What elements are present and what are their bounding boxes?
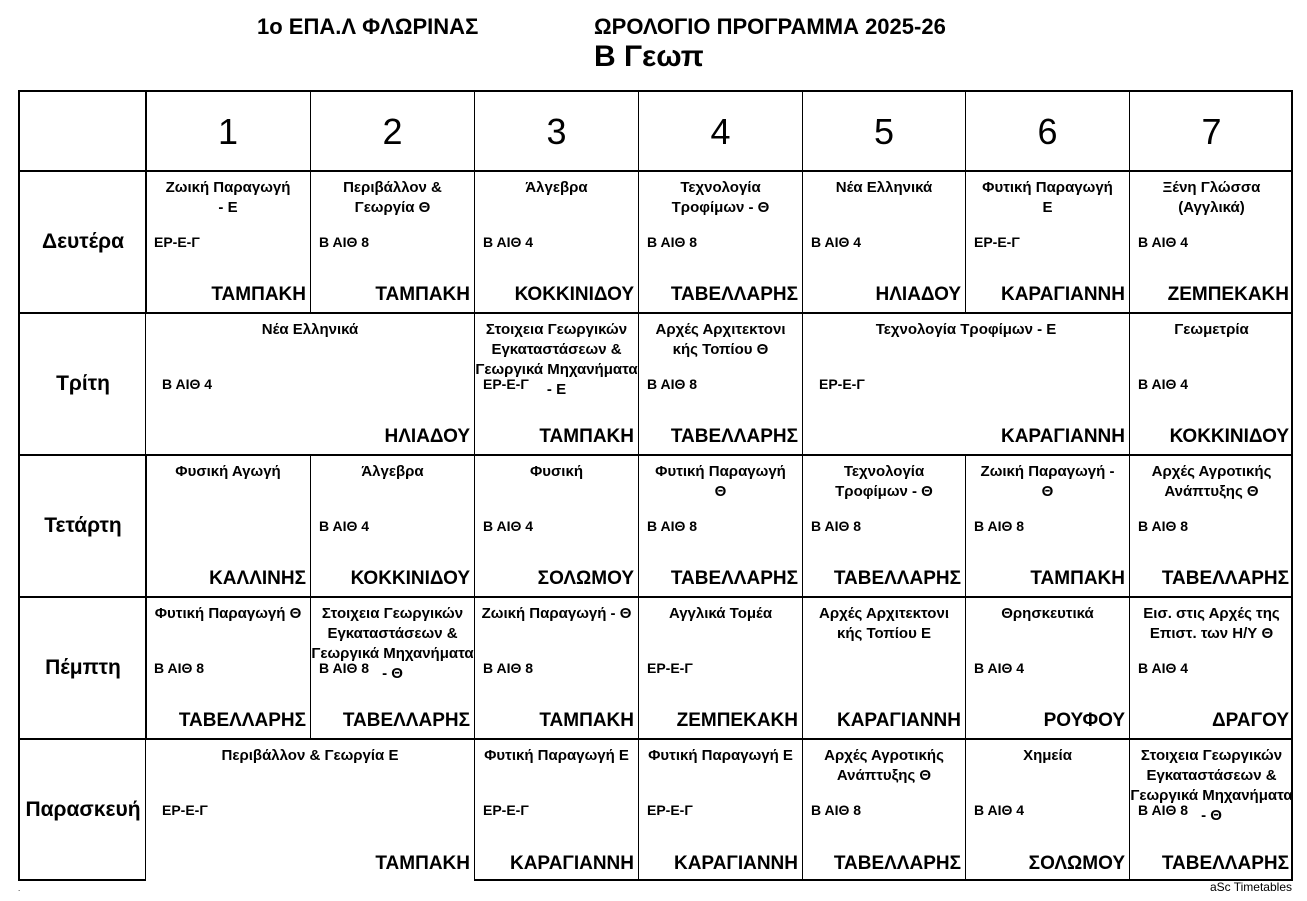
lesson-subject: Νέα Ελληνικά (261, 321, 359, 338)
lesson-room: Β ΑΙΘ 8 (647, 376, 698, 392)
lesson-room: Β ΑΙΘ 8 (154, 660, 205, 676)
lesson-subject: Στοιχεια Γεωργικών Εγκαταστάσεων & Γεωργικά Μηχανήματα - Θ (1130, 747, 1293, 824)
timetable-grid (18, 90, 1293, 881)
day-label: Τρίτη (56, 372, 110, 395)
lesson-teacher: ΗΛΙΑΔΟΥ (875, 284, 961, 305)
lesson-cell (475, 314, 638, 454)
lesson-subject: Στοιχεια Γεωργικών Εγκαταστάσεων & Γεωργικά Μηχανήματα - Ε (475, 321, 638, 398)
lesson-room: Β ΑΙΘ 8 (811, 518, 862, 534)
lesson-cell (475, 740, 638, 881)
lesson-subject: Ξένη Γλώσσα (Αγγλικά) (1162, 179, 1261, 216)
period-header: 3 (546, 111, 567, 152)
lesson-subject: Στοιχεια Γεωργικών Εγκαταστάσεων & Γεωργικά Μηχανήματα - Θ (311, 605, 474, 682)
lesson-cell (639, 740, 802, 881)
lesson-teacher: ΔΡΑΓΟΥ (1212, 710, 1289, 731)
period-header: 4 (710, 111, 731, 152)
lesson-teacher: ΤΑΒΕΛΛΑΡΗΣ (342, 710, 470, 731)
lesson-cell (146, 314, 474, 454)
lesson-teacher: ΖΕΜΠΕΚΑΚΗ (1167, 284, 1289, 305)
lesson-cell (1130, 172, 1293, 312)
lesson-subject: Τεχνολογία Τροφίμων - Ε (875, 321, 1057, 338)
lesson-subject: Τεχνολογία Τροφίμων - Θ (671, 179, 770, 216)
lesson-subject: Περιβάλλον & Γεωργία Ε (221, 747, 399, 764)
lesson-room: Β ΑΙΘ 4 (974, 660, 1025, 676)
lesson-teacher: ΤΑΒΕΛΛΑΡΗΣ (670, 284, 798, 305)
lesson-subject: Φυτική Παραγωγή Ε (982, 179, 1113, 216)
lesson-room: ΕΡ-Ε-Γ (483, 376, 529, 392)
period-header: 6 (1037, 111, 1058, 152)
lesson-cell (1130, 456, 1293, 596)
lesson-cell (311, 172, 474, 312)
lesson-subject: Τεχνολογία Τροφίμων - Θ (835, 463, 933, 500)
lesson-subject: Αγγλικά Τομέα (668, 605, 773, 622)
lesson-teacher: ΤΑΒΕΛΛΑΡΗΣ (1161, 853, 1289, 874)
lesson-room: Β ΑΙΘ 8 (811, 802, 862, 818)
lesson-subject: Ζωική Παραγωγή - Ε (165, 179, 291, 216)
lesson-room: Β ΑΙΘ 4 (1138, 376, 1189, 392)
lesson-teacher: ΤΑΒΕΛΛΑΡΗΣ (1161, 568, 1289, 589)
lesson-room: ΕΡ-Ε-Γ (483, 802, 529, 818)
lesson-subject: Αρχές Αγροτικής Ανάπτυξης Θ (824, 747, 944, 784)
lesson-room: Β ΑΙΘ 8 (647, 518, 698, 534)
lesson-teacher: ΣΟΛΩΜΟΥ (537, 568, 634, 589)
lesson-teacher: ΚΑΛΛΙΝΗΣ (209, 568, 306, 589)
lesson-room: ΕΡ-Ε-Γ (647, 660, 693, 676)
school-name: 1ο ΕΠΑ.Λ ΦΛΩΡΙΝΑΣ (257, 14, 479, 39)
day-label: Δευτέρα (41, 230, 125, 253)
lesson-teacher: ΤΑΜΠΑΚΗ (211, 284, 306, 305)
lesson-subject: Φυτική Παραγωγή Θ (655, 463, 786, 500)
lesson-cell (1130, 740, 1293, 881)
lesson-teacher: ΤΑΒΕΛΛΑΡΗΣ (833, 853, 961, 874)
lesson-cell (475, 456, 638, 596)
period-header: 7 (1201, 111, 1222, 152)
lesson-cell (146, 740, 474, 881)
lesson-subject: Περιβάλλον & Γεωργία Θ (343, 179, 442, 216)
lesson-cell (146, 598, 310, 738)
lesson-teacher: ΚΟΚΚΙΝΙΔΟΥ (350, 568, 470, 589)
lesson-teacher: ΚΑΡΑΓΙΑΝΝΗ (1000, 284, 1125, 305)
lesson-room: Β ΑΙΘ 4 (319, 518, 370, 534)
lesson-subject: Άλγεβρα (361, 463, 424, 480)
lesson-teacher: ΤΑΜΠΑΚΗ (539, 710, 634, 731)
lesson-cell (639, 172, 802, 312)
lesson-room: Β ΑΙΘ 8 (1138, 802, 1189, 818)
lesson-teacher: ΤΑΒΕΛΛΑΡΗΣ (178, 710, 306, 731)
lesson-cell (966, 456, 1129, 596)
lesson-teacher: ΤΑΒΕΛΛΑΡΗΣ (670, 568, 798, 589)
lesson-teacher: ΚΟΚΚΙΝΙΔΟΥ (514, 284, 634, 305)
period-header: 1 (217, 111, 239, 152)
lesson-teacher: ΤΑΜΠΑΚΗ (375, 853, 470, 874)
day-label: Τετάρτη (44, 514, 122, 537)
program-title: ΩΡΟΛΟΓΙΟ ΠΡΟΓΡΑΜΜΑ 2025-26 (594, 14, 946, 39)
lesson-cell (803, 456, 965, 596)
lesson-cell (146, 172, 310, 312)
day-label: Παρασκευή (25, 798, 141, 821)
lesson-teacher: ΚΑΡΑΓΙΑΝΝΗ (673, 853, 798, 874)
lesson-room: ΕΡ-Ε-Γ (154, 234, 200, 250)
lesson-subject: Αρχές Αρχιτεκτονι κής Τοπίου Θ (655, 321, 786, 358)
lesson-teacher: ΚΑΡΑΓΙΑΝΝΗ (836, 710, 961, 731)
lesson-teacher: ΤΑΜΠΑΚΗ (1030, 568, 1125, 589)
lesson-teacher: ΚΟΚΚΙΝΙΔΟΥ (1169, 426, 1289, 447)
lesson-teacher: ΖΕΜΠΕΚΑΚΗ (676, 710, 798, 731)
lesson-room: ΕΡ-Ε-Γ (974, 234, 1020, 250)
lesson-room: ΕΡ-Ε-Γ (819, 376, 865, 392)
lesson-teacher: ΚΑΡΑΓΙΑΝΝΗ (509, 853, 634, 874)
lesson-subject: Φυσική (530, 463, 583, 480)
lesson-teacher: ΣΟΛΩΜΟΥ (1028, 853, 1125, 874)
lesson-subject: Αρχές Αρχιτεκτονι κής Τοπίου Ε (819, 605, 949, 642)
lesson-subject: Ζωική Παραγωγή - Θ (980, 463, 1115, 500)
lesson-cell (311, 456, 474, 596)
lesson-cell (146, 456, 310, 596)
lesson-subject: Θρησκευτικά (1001, 605, 1094, 622)
lesson-room: Β ΑΙΘ 4 (1138, 234, 1189, 250)
lesson-teacher: ΚΑΡΑΓΙΑΝΝΗ (1000, 426, 1125, 447)
lesson-teacher: ΗΛΙΑΔΟΥ (384, 426, 470, 447)
lesson-room: Β ΑΙΘ 8 (1138, 518, 1189, 534)
class-title: Β Γεωπ (594, 40, 704, 73)
lesson-cell (966, 172, 1129, 312)
lesson-room: Β ΑΙΘ 4 (162, 376, 213, 392)
lesson-room: Β ΑΙΘ 8 (319, 660, 370, 676)
lesson-room: Β ΑΙΘ 8 (319, 234, 370, 250)
lesson-cell (803, 740, 965, 881)
lesson-subject: Φυσική Αγωγή (175, 463, 281, 480)
lesson-subject: Χημεία (1023, 747, 1072, 764)
lesson-subject: Ζωική Παραγωγή - Θ (481, 605, 632, 622)
lesson-subject: Άλγεβρα (525, 179, 588, 196)
lesson-cell (639, 314, 802, 454)
lesson-subject: Φυτική Παραγωγή Ε (648, 747, 793, 764)
day-label: Πέμπτη (45, 656, 121, 679)
lesson-cell (803, 172, 965, 312)
lesson-room: Β ΑΙΘ 4 (811, 234, 862, 250)
lesson-room: Β ΑΙΘ 4 (483, 518, 534, 534)
footer-credit: aSc Timetables (1209, 880, 1292, 894)
lesson-cell (1130, 598, 1293, 738)
period-header: 5 (873, 111, 895, 152)
lesson-cell (639, 456, 802, 596)
lesson-room: ΕΡ-Ε-Γ (162, 802, 208, 818)
lesson-teacher: ΡΟΥΦΟΥ (1043, 710, 1125, 731)
lesson-cell (475, 172, 638, 312)
lesson-cell (1130, 314, 1293, 454)
lesson-subject: Εισ. στις Αρχές της Επιστ. των Η/Υ Θ (1143, 605, 1280, 642)
lesson-cell (803, 314, 1129, 454)
lesson-teacher: ΤΑΜΠΑΚΗ (539, 426, 634, 447)
lesson-room: Β ΑΙΘ 4 (974, 802, 1025, 818)
lesson-room: ΕΡ-Ε-Γ (647, 802, 693, 818)
lesson-teacher: ΤΑΒΕΛΛΑΡΗΣ (833, 568, 961, 589)
lesson-cell (803, 598, 965, 738)
lesson-teacher: ΤΑΜΠΑΚΗ (375, 284, 470, 305)
lesson-cell (966, 740, 1129, 881)
footer-mark: . (18, 884, 21, 893)
lesson-room: Β ΑΙΘ 8 (974, 518, 1025, 534)
lesson-cell (311, 598, 474, 738)
lesson-subject: Φυτική Παραγωγή Θ (154, 605, 302, 622)
lesson-room: Β ΑΙΘ 4 (1138, 660, 1189, 676)
lesson-teacher: ΤΑΒΕΛΛΑΡΗΣ (670, 426, 798, 447)
period-header: 2 (382, 111, 403, 152)
lesson-subject: Νέα Ελληνικά (835, 179, 933, 196)
lesson-subject: Φυτική Παραγωγή Ε (484, 747, 629, 764)
lesson-room: Β ΑΙΘ 8 (483, 660, 534, 676)
lesson-room: Β ΑΙΘ 4 (483, 234, 534, 250)
lesson-subject: Γεωμετρία (1174, 321, 1249, 338)
lesson-cell (639, 598, 802, 738)
lesson-cell (475, 598, 638, 738)
lesson-subject: Αρχές Αγροτικής Ανάπτυξης Θ (1151, 463, 1272, 500)
lesson-room: Β ΑΙΘ 8 (647, 234, 698, 250)
lesson-cell (966, 598, 1129, 738)
